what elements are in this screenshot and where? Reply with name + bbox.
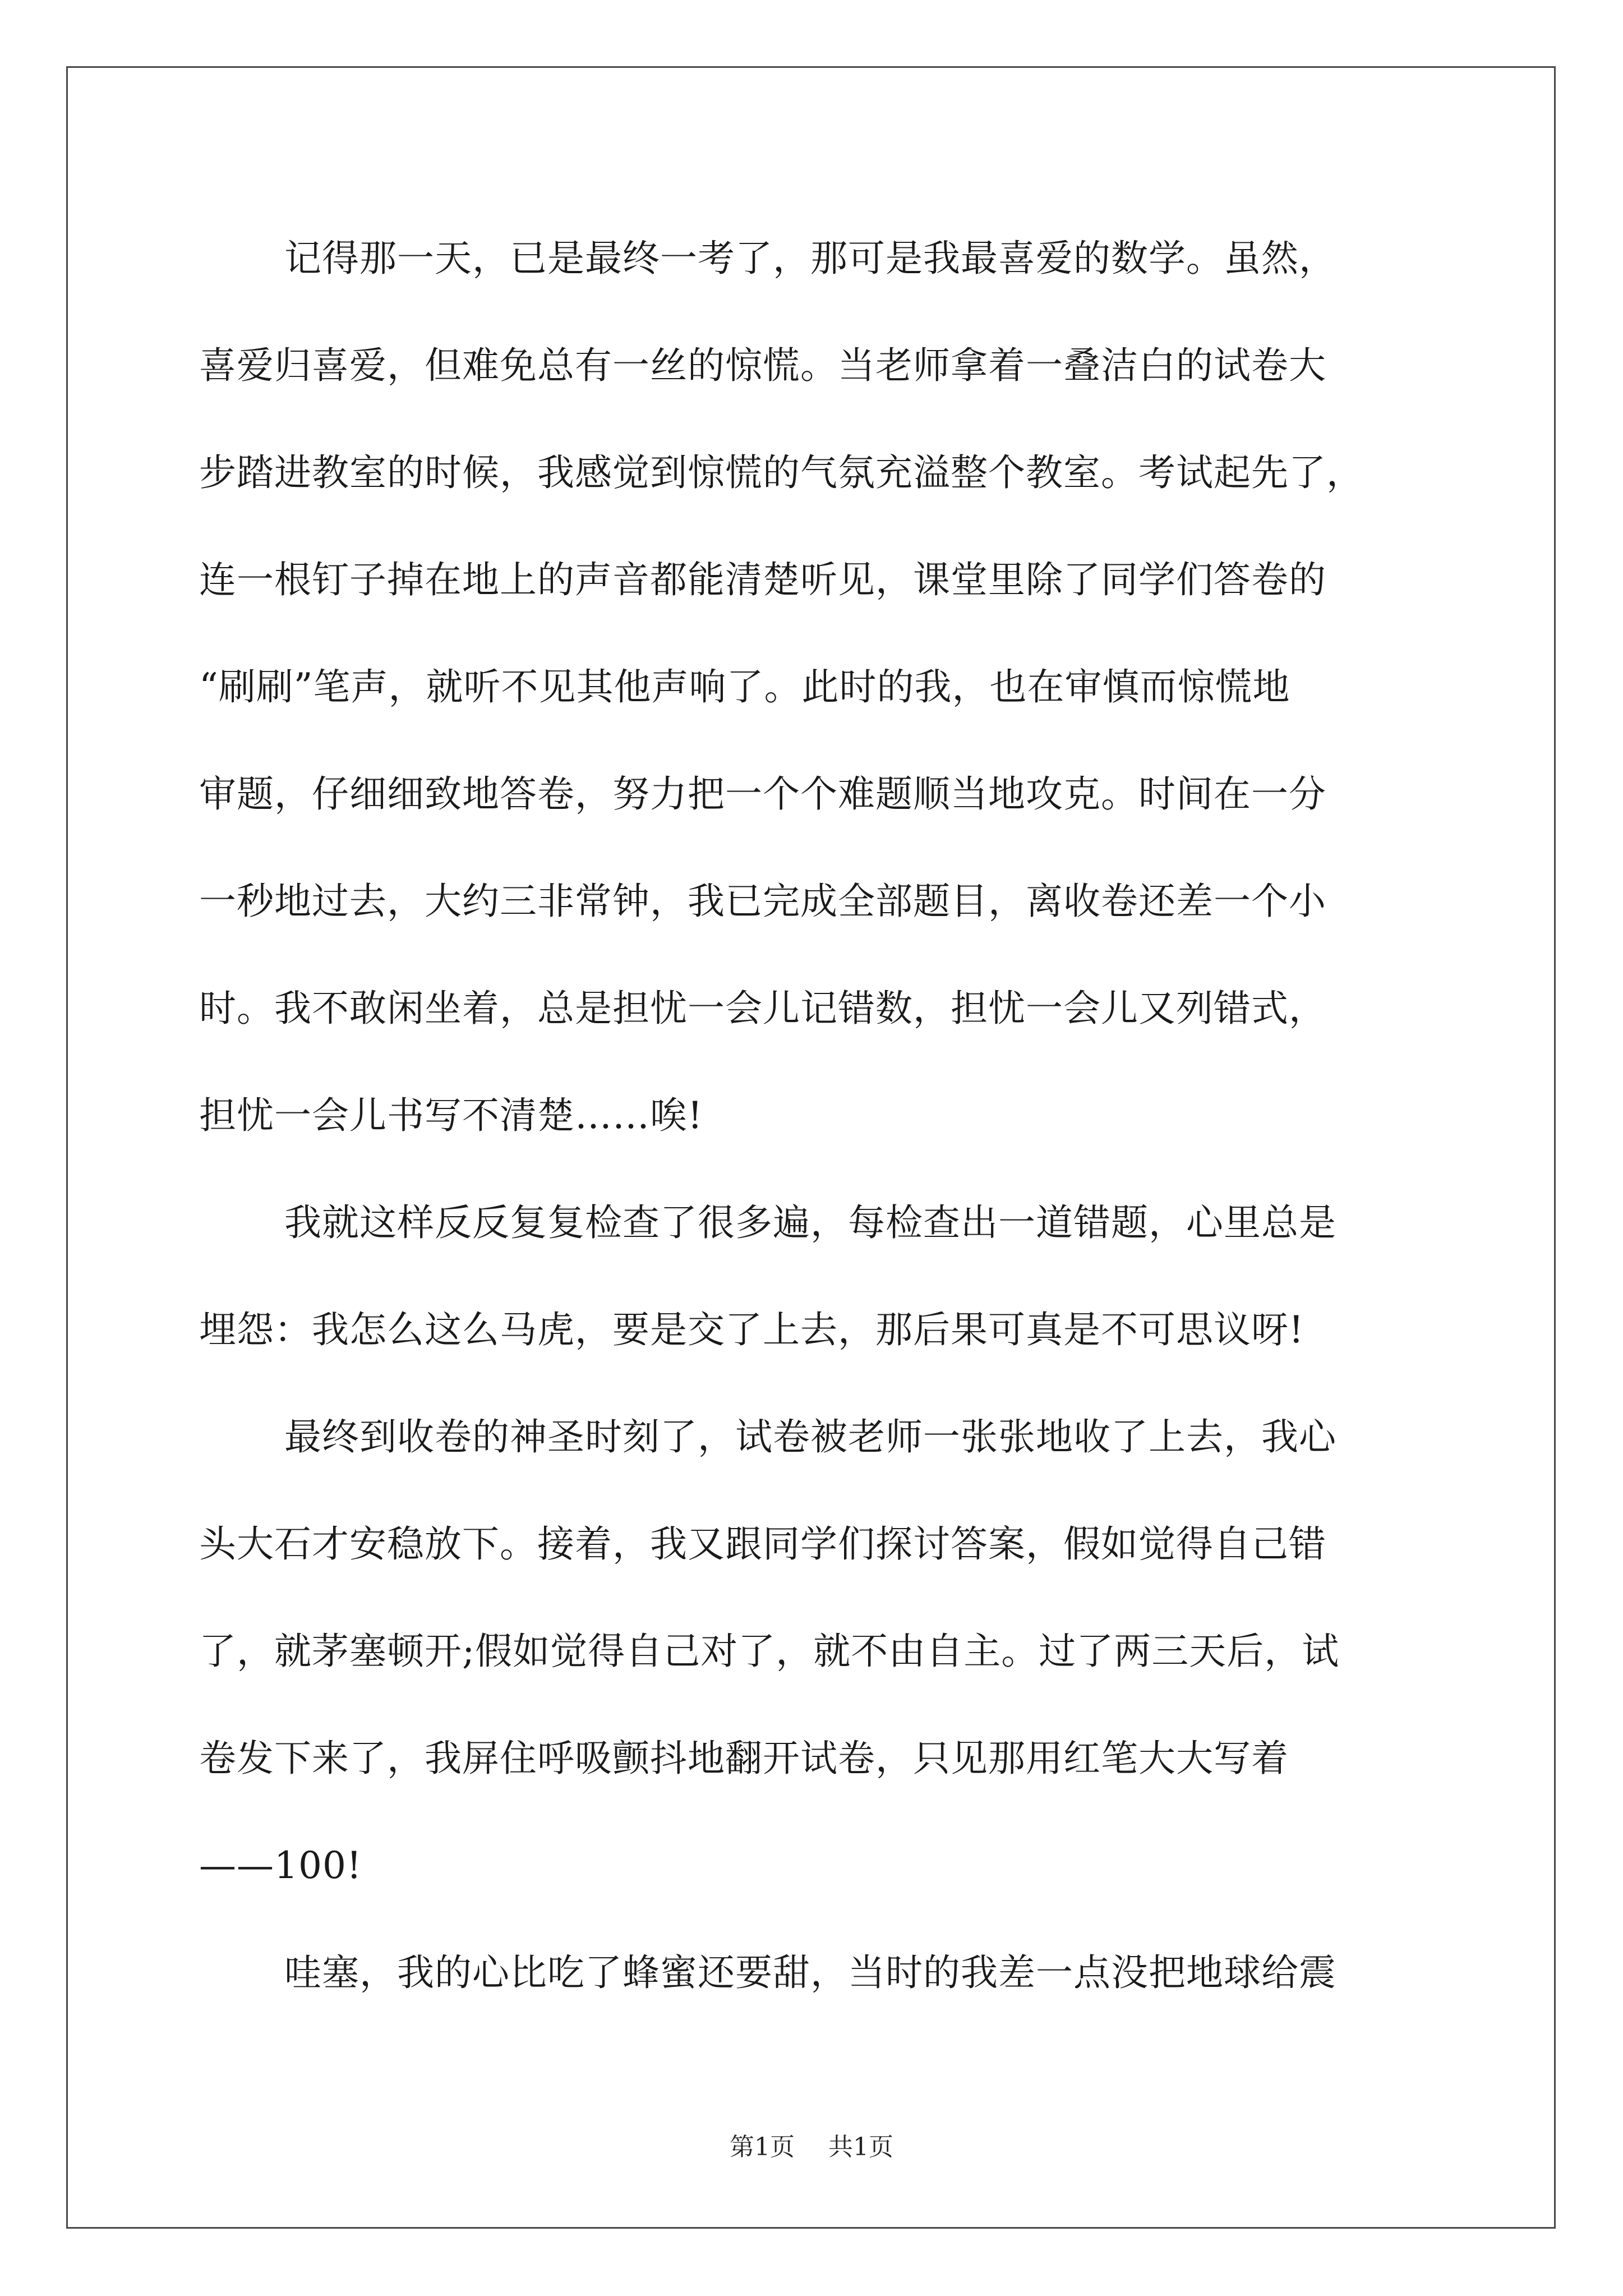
page-number: 第1页	[730, 2133, 795, 2161]
text-line: 时。我不敢闲坐着，总是担忧一会儿记错数，担忧一会儿又列错式，	[199, 987, 1326, 1030]
text-line: 担忧一会儿书写不清楚……唉!	[199, 1094, 703, 1137]
text-line: 头大石才安稳放下。接着，我又跟同学们探讨答案，假如觉得自己错	[199, 1522, 1326, 1566]
text-line: 记得那一天，已是最终一考了，那可是我最喜爱的数学。虽然，	[284, 237, 1336, 280]
text-line: 步踏进教室的时候，我感觉到惊慌的气氛充溢整个教室。考试起先了，	[199, 451, 1364, 494]
text-line: 连一根钉子掉在地上的声音都能清楚听见，课堂里除了同学们答卷的	[199, 558, 1326, 601]
text-line: 最终到收卷的神圣时刻了，试卷被老师一张张地收了上去，我心	[284, 1415, 1336, 1458]
text-line: 哇塞，我的心比吃了蜂蜜还要甜，当时的我差一点没把地球给震	[284, 1951, 1336, 1994]
text-line: ——100!	[199, 1844, 362, 1887]
document-body	[199, 205, 1427, 2026]
text-line: 喜爱归喜爱，但难免总有一丝的惊慌。当老师拿着一叠洁白的试卷大	[199, 344, 1326, 387]
page-footer	[0, 2131, 1623, 2164]
page-total: 共1页	[828, 2133, 893, 2161]
text-line: 埋怨：我怎么这么马虎，要是交了上去，那后果可真是不可思议呀!	[199, 1308, 1304, 1351]
text-line: “刷刷”笔声，就听不见其他声响了。此时的我，也在审慎而惊慌地	[199, 665, 1290, 708]
text-line: 了，就茅塞顿开;假如觉得自己对了，就不由自主。过了两三天后，试	[199, 1630, 1340, 1673]
text-line: 我就这样反反复复检查了很多遍，每检查出一道错题，心里总是	[284, 1201, 1336, 1244]
text-line: 一秒地过去，大约三非常钟，我已完成全部题目，离收卷还差一个小	[199, 880, 1326, 923]
text-line: 审题，仔细细致地答卷，努力把一个个难题顺当地攻克。时间在一分	[199, 772, 1326, 816]
text-line: 卷发下来了，我屏住呼吸颤抖地翻开试卷，只见那用红笔大大写着	[199, 1737, 1289, 1780]
